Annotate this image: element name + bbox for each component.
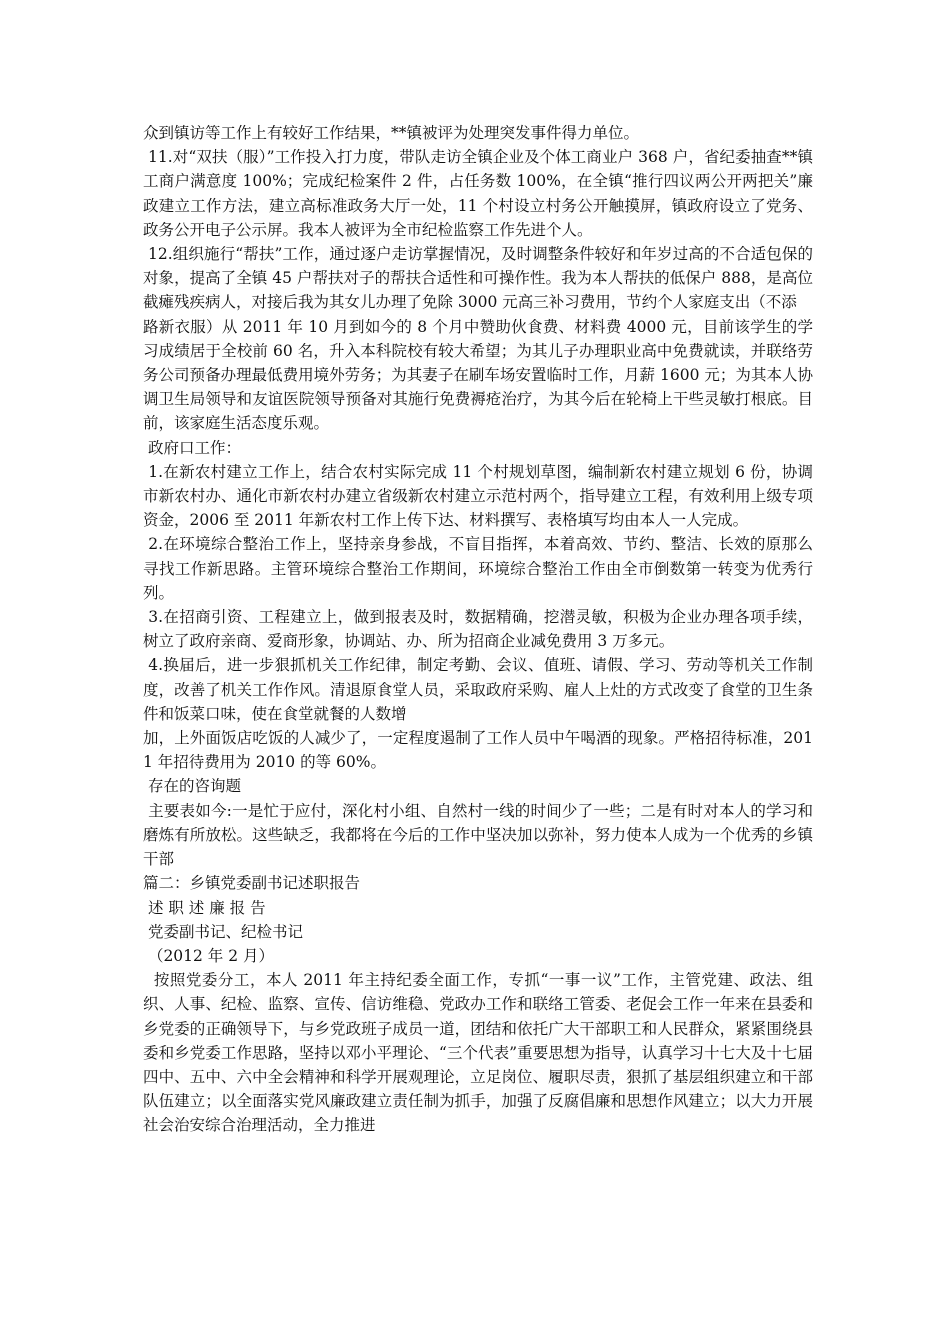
author-position: 党委副书记、纪检书记 (143, 922, 303, 941)
paragraph-continuation: 路新衣服）从 2011 年 10 月到如今的 8 个月中赞助伙食费、材料费 4000 元，目前该学生的学习成绩居于全校前 60 名，升入本科院校有较大希望；为其儿子办理职业高中免费就读，并联络劳务公司预备办理最低费用境外劳务；为其妻子在刷车场安置临时工作，月薪 1600 元；为其本人协调卫生局领导和友谊医院领导预备对其施行免费褥疮治疗，为其今后在轮椅上干些灵敏打根底。目前，该家庭生活态度乐观。 (143, 317, 813, 433)
section-heading-government-work: 政府口工作： (143, 438, 241, 457)
report-title: 述 职 述 廉 报 告 (143, 898, 266, 917)
paragraph-item-1: 1.在新农村建立工作上，结合农村实际完成 11 个村规划草图，编制新农村建立规划 6 份，协调市新农村办、通化市新农村办建立省级新农村建立示范村两个，指导建立工程，有效利用上级专项资金，2006 至 2011 年新农村工作上传下达、材料撰写、表格填写均由本人一人完成。 (143, 462, 813, 530)
section-heading-problems: 存在的咨询题 (143, 777, 241, 796)
paragraph-item-4: 4.换届后，进一步狠抓机关工作纪律，制定考勤、会议、值班、请假、学习、劳动等机关工作制度，改善了机关工作作风。清退原食堂人员，采取政府采购、雇人上灶的方式改变了食堂的卫生条件和饭菜口味，使在食堂就餐的人数增 (143, 656, 813, 723)
paragraph-problems: 主要表如今:一是忙于应付，深化村小组、自然村一线的时间少了一些；二是有时对本人的学习和磨炼有所放松。这些缺乏，我都将在今后的工作中坚决加以弥补，努力使本人成为一个优秀的乡镇干部 (143, 801, 813, 869)
paragraph-item-12: 12.组织施行“帮扶”工作，通过逐户走访掌握情况，及时调整条件较好和年岁过高的不合适包保的对象，提高了全镇 45 户帮扶对子的帮扶合适性和可操作性。我为本人帮扶的低保户 888，是高位截瘫残疾病人，对接后我为其女儿办理了免除 3000 元高三补习费用，节约个人家庭支出（不添 (143, 245, 813, 312)
paragraph-item-11: 11.对“双扶（服）”工作投入打力度，带队走访全镇企业及个体工商业户 368 户，省纪委抽查**镇工商户满意度 100%；完成纪检案件 2 件，占任务数 100%，在全镇“推行四议两公开两把关”廉政建立工作方法，建立高标准政务大厅一处，11 个村设立村务公开触摸屏，镇政府设立了党务、政务公开电子公示屏。我本人被评为全市纪检监察工作先进个人。 (143, 148, 813, 239)
document-body (143, 121, 813, 1138)
chapter-title: 篇二：乡镇党委副书记述职报告 (143, 874, 361, 893)
paragraph-item-2: 2.在环境综合整治工作上，坚持亲身参战，不盲目指挥，本着高效、节约、整洁、长效的原那么寻找工作新思路。主管环境综合整治工作期间，环境综合整治工作由全市倒数第一转变为优秀行列。 (143, 535, 813, 602)
paragraph-line: 众到镇访等工作上有较好工作结果，**镇被评为处理突发事件得力单位。 (143, 124, 640, 142)
paragraph-report-intro: 按照党委分工，本人 2011 年主持纪委全面工作，专抓“一事一议”工作，主管党建、政法、组织、人事、纪检、监察、宣传、信访维稳、党政办工作和联络工管委、老促会工作一年来在县委和乡党委的正确领导下，与乡党政班子成员一道，团结和依托广大干部职工和人民群众，紧紧围绕县委和乡党委工作思路，坚持以邓小平理论、“三个代表”重要思想为指导，认真学习十七大及十七届四中、五中、六中全会精神和科学开展观理论，立足岗位、履职尽责，狠抓了基层组织建立和干部队伍建立；以全面落实党风廉政建立责任制为抓手，加强了反腐倡廉和思想作风建立；以大力开展社会治安综合治理活动，全力推进 (143, 971, 814, 1135)
report-date: （2012 年 2 月） (143, 946, 275, 965)
paragraph-continuation: 加，上外面饭店吃饭的人减少了，一定程度遏制了工作人员中午喝酒的现象。严格招待标准，2011 年招待费用为 2010 的等 60%。 (143, 729, 813, 772)
paragraph-item-3: 3.在招商引资、工程建立上，做到报表及时，数据精确，挖潜灵敏，积极为企业办理各项手续，树立了政府亲商、爱商形象，协调站、办、所为招商企业减免费用 3 万多元。 (143, 608, 813, 651)
